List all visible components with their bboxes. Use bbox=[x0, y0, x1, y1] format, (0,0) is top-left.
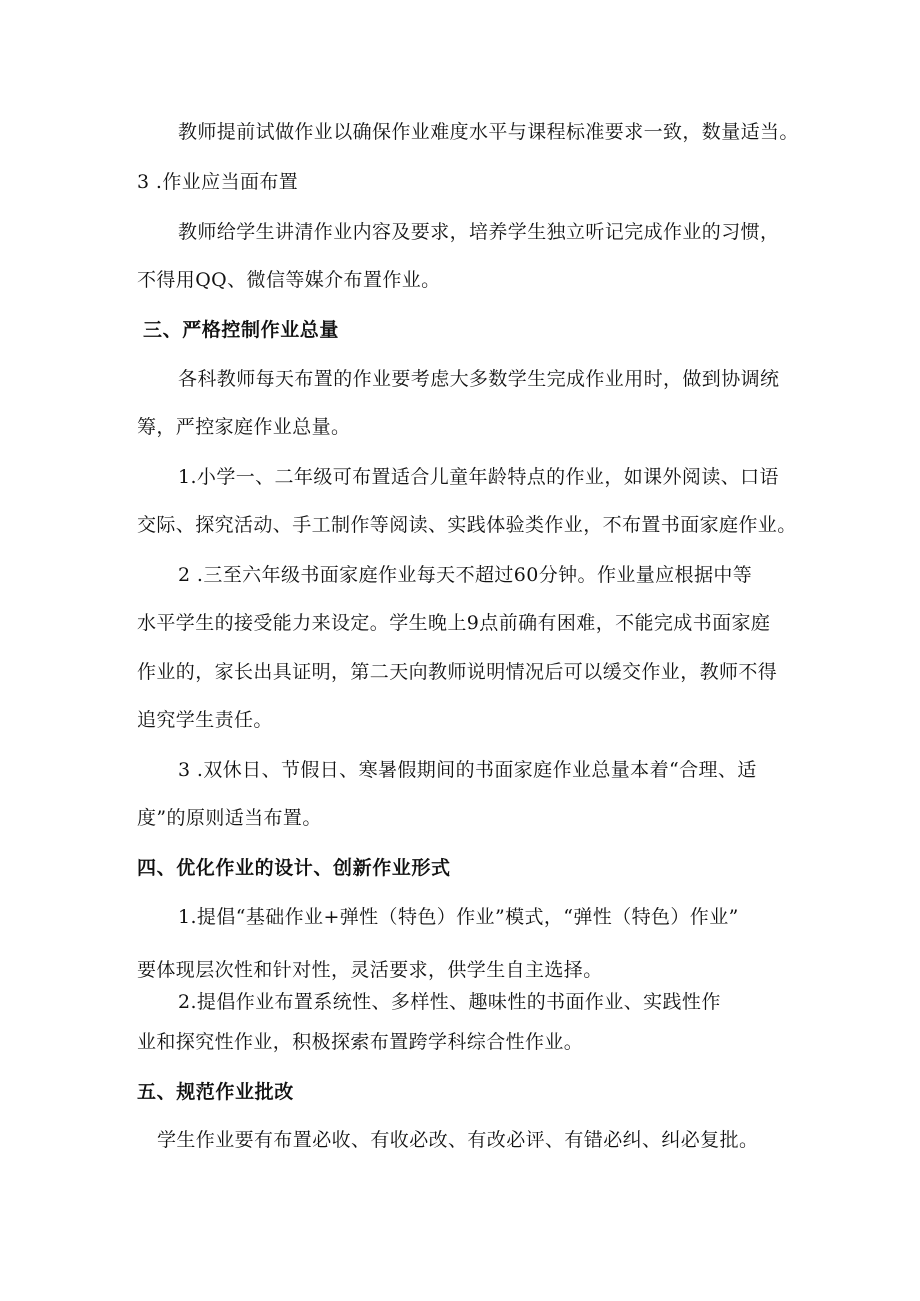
paragraph-line: 教师提前试做作业以确保作业难度水平与课程标准要求一致，数量适当。 bbox=[178, 121, 799, 143]
paragraph-line: 要体现层次性和针对性，灵活要求，供学生自主选择。 bbox=[137, 959, 603, 981]
paragraph-line: 作业的，家长出具证明，第二天向教师说明情况后可以缓交作业，教师不得 bbox=[137, 661, 778, 683]
paragraph-line: 教师给学生讲清作业内容及要求，培养学生独立听记完成作业的习惯， bbox=[178, 221, 780, 243]
paragraph-line: 筹，严控家庭作业总量。 bbox=[137, 416, 351, 438]
paragraph-line: 交际、探究活动、手工制作等阅读、实践体验类作业，不布置书面家庭作业。 bbox=[137, 514, 797, 536]
paragraph-line: 不得用QQ、微信等媒介布置作业。 bbox=[137, 269, 441, 291]
paragraph-line: 1.提倡“基础作业+弹性（特色）作业”模式，“弹性（特色）作业” bbox=[178, 906, 739, 928]
paragraph-line: 水平学生的接受能力来设定。学生晚上9点前确有困难，不能完成书面家庭 bbox=[137, 612, 771, 634]
section-heading-4: 四、优化作业的设计、创新作业形式 bbox=[137, 857, 451, 879]
paragraph-line: 业和探究性作业，积极探索布置跨学科综合性作业。 bbox=[137, 1031, 584, 1053]
section-heading-3: 三、严格控制作业总量 bbox=[143, 319, 340, 341]
paragraph-line: 2 .三至六年级书面家庭作业每天不超过60分钟。作业量应根据中等 bbox=[178, 564, 753, 586]
section-heading-5: 五、规范作业批改 bbox=[137, 1081, 294, 1103]
paragraph-line: 3 .双休日、节假日、寒暑假期间的书面家庭作业总量本着“合理、适 bbox=[178, 759, 757, 781]
paragraph-line: 学生作业要有布置必收、有收必改、有改必评、有错必纠、纠必复批。 bbox=[157, 1129, 759, 1151]
subheading-3: 3 .作业应当面布置 bbox=[137, 171, 299, 193]
paragraph-line: 度”的原则适当布置。 bbox=[137, 807, 322, 829]
paragraph-line: 2.提倡作业布置系统性、多样性、趣味性的书面作业、实践性作 bbox=[178, 991, 721, 1013]
paragraph-line: 各科教师每天布置的作业要考虑大多数学生完成作业用时，做到协调统 bbox=[178, 368, 780, 390]
paragraph-line: 追究学生责任。 bbox=[137, 709, 273, 731]
paragraph-line: 1.小学一、二年级可布置适合儿童年龄特点的作业，如课外阅读、口语 bbox=[178, 466, 779, 488]
